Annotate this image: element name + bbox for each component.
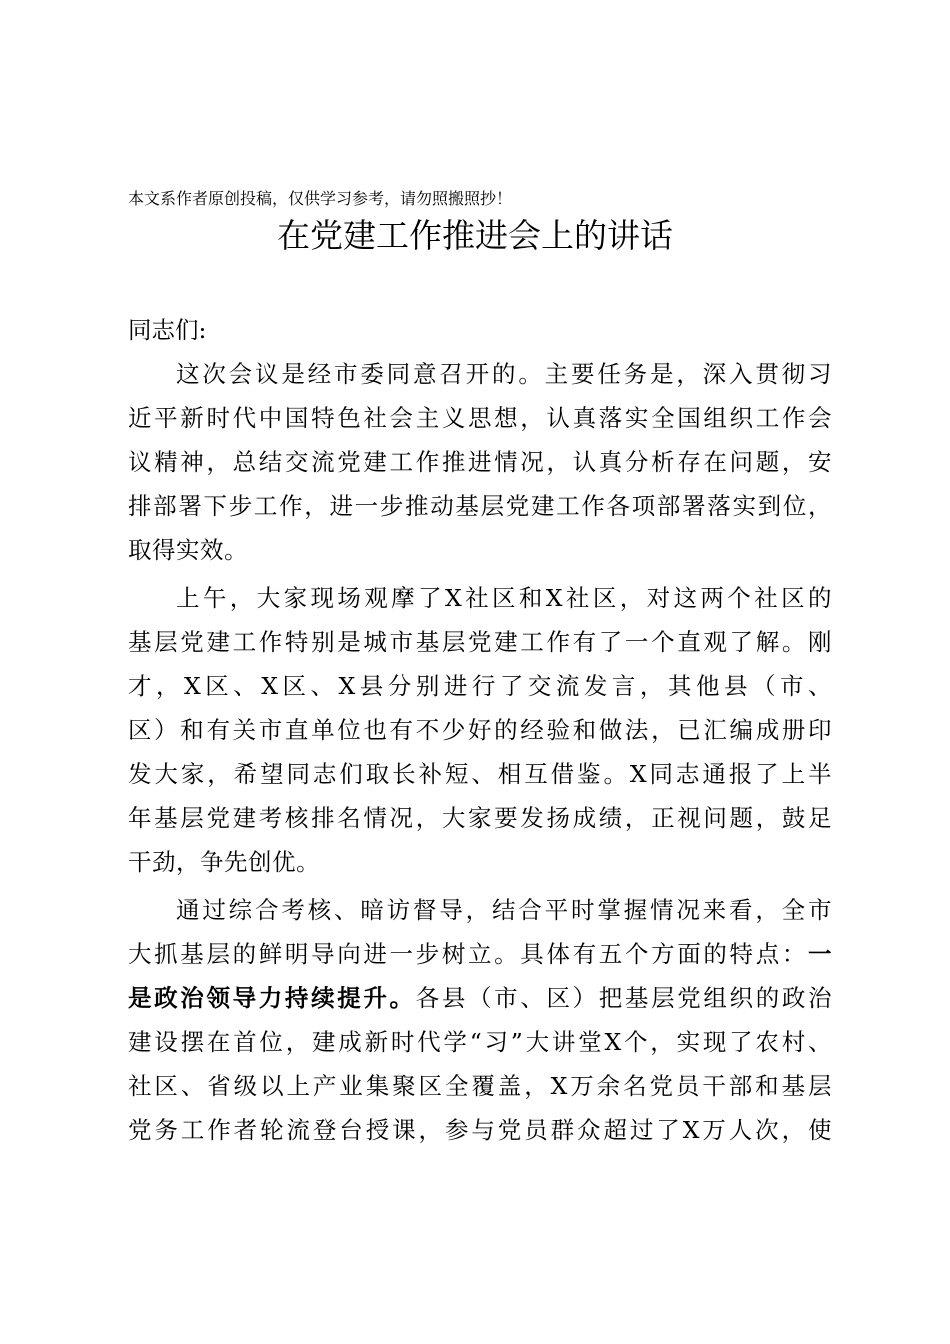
text-segment: 各县（市、区）把基层党组织的政治 <box>415 984 833 1012</box>
document-title: 在党建工作推进会上的讲话 <box>277 216 673 255</box>
text-line: 区）和有关市直单位也有不少好的经验和做法，已汇编成册印 <box>128 716 832 744</box>
copyright-notice: 本文系作者原创投稿，仅供学习参考，请勿照搬照抄！ <box>128 189 513 208</box>
text-segment: 大抓基层的鲜明导向进一步树立。具体有五个方面的特点： <box>128 940 808 968</box>
text-line: 近平新时代中国特色社会主义思想，认真落实全国组织工作会 <box>128 404 832 432</box>
text-line <box>128 932 832 976</box>
text-line: 通过综合考核、暗访督导，结合平时掌握情况来看，全市 <box>176 896 832 924</box>
text-line: 排部署下步工作，进一步推动基层党建工作各项部署落实到位， <box>128 492 832 520</box>
text-line: 上午，大家现场观摩了X社区和X社区，对这两个社区的 <box>176 584 832 612</box>
text-line: 基层党建工作特别是城市基层党建工作有了一个直观了解。刚 <box>128 628 832 656</box>
paragraph-3 <box>128 888 832 1152</box>
text-line <box>128 976 832 1020</box>
text-line: 年基层党建考核排名情况，大家要发扬成绩，正视问题，鼓足 <box>128 804 832 832</box>
text-line: 党务工作者轮流登台授课，参与党员群众超过了X万人次，使 <box>128 1116 832 1144</box>
text-line: 社区、省级以上产业集聚区全覆盖，X万余名党员干部和基层 <box>128 1072 832 1100</box>
text-line: 建设摆在首位，建成新时代学“习”大讲堂X个，实现了农村、 <box>128 1028 832 1056</box>
text-line: 议精神，总结交流党建工作推进情况，认真分析存在问题，安 <box>128 448 832 476</box>
text-line: 干劲，争先创优。 <box>128 848 320 876</box>
paragraph-2 <box>128 576 832 884</box>
paragraph-1 <box>128 352 832 572</box>
bold-text: 一 <box>808 940 832 968</box>
bold-text: 是政治领导力持续提升。 <box>128 984 416 1012</box>
text-line: 发大家，希望同志们取长补短、相互借鉴。X同志通报了上半 <box>128 760 832 788</box>
text-line: 取得实效。 <box>128 536 248 564</box>
text-line: 才，X区、X区、X县分别进行了交流发言，其他县（市、 <box>128 672 832 700</box>
text-line: 这次会议是经市委同意召开的。主要任务是，深入贯彻习 <box>176 360 832 388</box>
salutation: 同志们: <box>128 316 207 344</box>
